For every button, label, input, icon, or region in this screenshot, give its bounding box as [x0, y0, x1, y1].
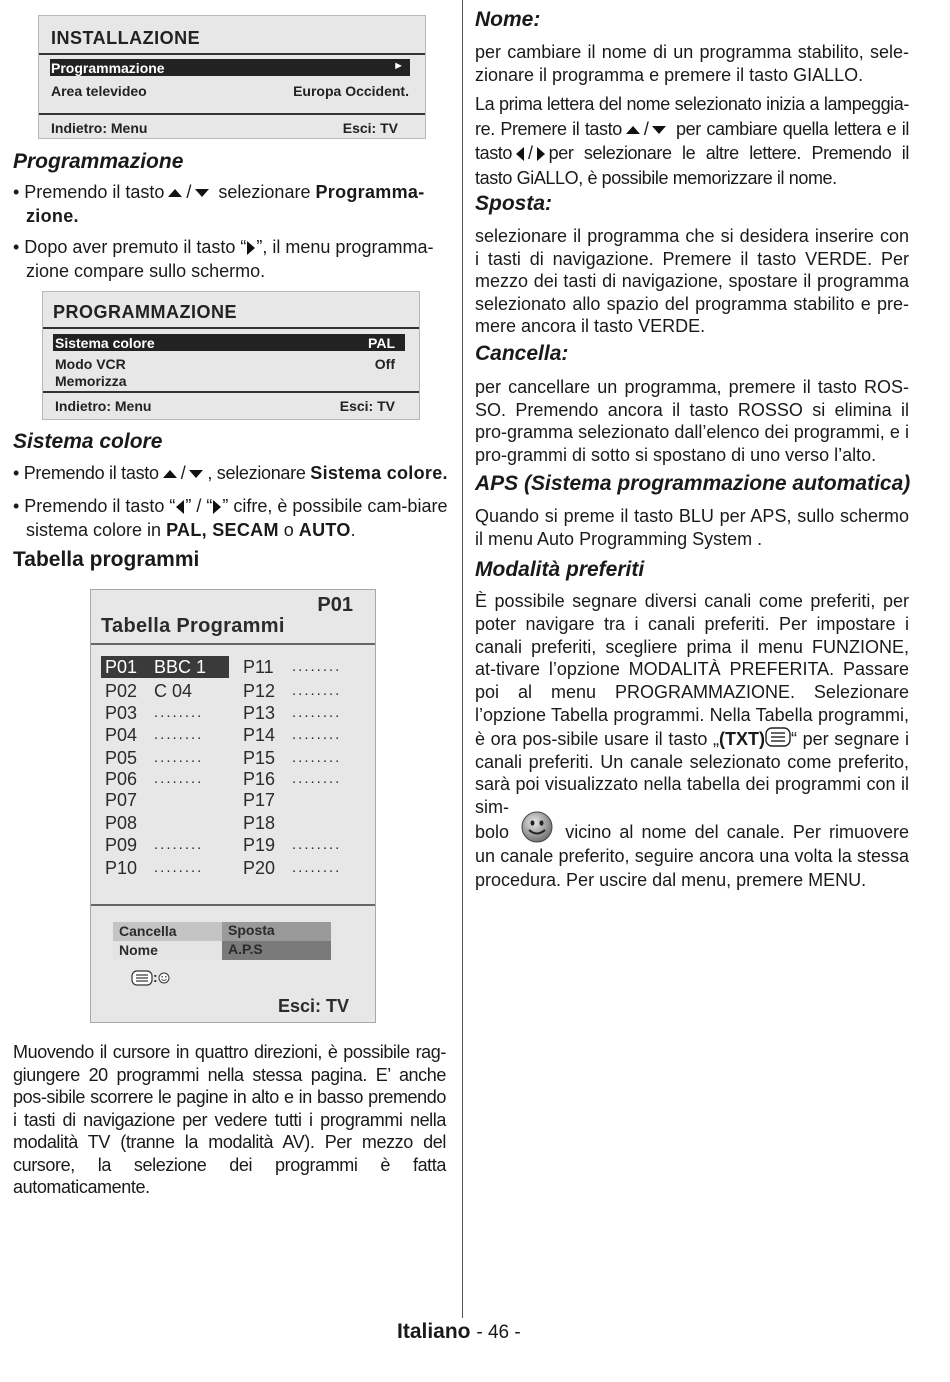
favourite-hint: : — [131, 969, 170, 987]
arrow-right-icon — [213, 500, 221, 514]
footer-language: Italiano — [397, 1320, 471, 1343]
program-number: P12 — [243, 681, 276, 701]
program-name: ........ — [154, 749, 204, 766]
program-name: ........ — [292, 859, 342, 876]
panel-divider — [91, 904, 375, 906]
menu-item-memorizza[interactable]: Memorizza — [55, 373, 127, 389]
program-name: C 04 — [154, 681, 193, 701]
program-row[interactable] — [239, 768, 359, 790]
program-name: ........ — [292, 749, 342, 766]
program-number: P04 — [105, 725, 138, 745]
program-table-title: Tabella Programmi — [101, 615, 285, 637]
program-row[interactable] — [101, 789, 221, 811]
arrow-up-icon — [626, 126, 640, 134]
arrow-right-icon — [247, 241, 255, 255]
program-number: P16 — [243, 769, 276, 789]
heading-tabella-programmi: Tabella programmi — [13, 548, 200, 571]
panel-divider — [91, 643, 375, 645]
menu-item-area-televideo[interactable]: Area televideo Europa Occident. — [51, 83, 409, 99]
program-number: P17 — [243, 790, 276, 810]
paragraph-cursor-navigation: Muovendo il cursore in quattro direzioni, è possibile rag-giungere 20 programmi nella stessa pagina. E’ anche pos-sibile scorrere le pagine in alto e in basso premendo i tasti di navigazione per vedere tutti i programmi nella modalità TV (tranne la modalità AV). Per mezzo del cursore, la selezione dei programmi è fatta automaticamente. — [13, 1042, 446, 1197]
program-row[interactable] — [101, 747, 221, 769]
heading-cancella: Cancella: — [475, 342, 569, 365]
program-number: P20 — [243, 858, 276, 878]
page-footer — [397, 1320, 521, 1344]
heading-aps: APS (Sistema programmazione automatica) — [475, 472, 911, 495]
program-row[interactable] — [101, 768, 221, 790]
program-row[interactable] — [101, 857, 221, 879]
current-program-number: P01 — [317, 594, 353, 616]
program-number: P18 — [243, 813, 276, 833]
page-number: - 46 - — [476, 1322, 521, 1343]
menu-divider — [39, 53, 425, 55]
cancella-button[interactable]: Cancella — [113, 922, 222, 941]
aps-button[interactable]: A.P.S — [222, 941, 331, 960]
program-name: ........ — [292, 836, 342, 853]
teletext-icon — [765, 727, 791, 747]
menu-divider — [43, 327, 419, 329]
heading-programmazione: Programmazione — [13, 150, 184, 173]
program-row[interactable] — [239, 680, 359, 702]
program-number: P05 — [105, 748, 138, 768]
menu-divider — [39, 113, 425, 115]
program-name: ........ — [154, 704, 204, 721]
program-row[interactable] — [239, 747, 359, 769]
paragraph-sposta: selezionare il programma che si desidera inserire con i tasti di navigazione. Premere il tasto VERDE. Per mezzo dei tasti di navigazione, spostare il programma selezionato allo spazio del programma stabilito e pre-mere ancora il tasto VERDE. — [475, 226, 909, 336]
arrow-left-icon — [516, 147, 524, 161]
program-name: ........ — [292, 658, 342, 675]
program-name: ........ — [154, 836, 204, 853]
menu-divider — [43, 391, 419, 393]
paragraph-nome-1: per cambiare il nome di un programma stabilito, sele-zionare il programma e premere il tasto GIALLO. — [475, 42, 909, 85]
menu-title: PROGRAMMAZIONE — [53, 302, 237, 322]
installazione-menu — [38, 15, 426, 139]
program-name: ........ — [292, 682, 342, 699]
smiley-icon — [520, 810, 554, 844]
program-row[interactable] — [101, 724, 221, 746]
program-name: ........ — [154, 726, 204, 743]
arrow-down-icon — [189, 470, 203, 478]
program-row[interactable] — [239, 724, 359, 746]
sposta-button[interactable]: Sposta — [222, 922, 331, 941]
program-name: BBC 1 — [154, 657, 207, 677]
paragraph-nome-2: La prima lettera del nome selezionato inizia a lampeggia-re. Premere il tasto / per cambiare quella lettera e il tasto / per selezionare le altre lettere. Premendo il tasto GiALLO, è possibile memorizzare il nome. — [475, 94, 910, 188]
program-number: P01 — [105, 657, 138, 677]
chevron-right-icon: ► — [393, 60, 404, 72]
program-name: ........ — [292, 704, 342, 721]
paragraph-preferiti: È possibile segnare diversi canali come preferiti, per poter navigare tra i canali preferiti. Per impostare i canali preferiti, scegliere prima il menu FUNZIONE, at-tivare l’opzione MODALITÀ PREFERITA. Passare poi al menu PROGRAMMAZIONE. Selezionare l’opzione Tabella programmi. Nella Tabella programmi, è ora pos-sibile usare il tasto „(TXT) “ per segnare i canali preferiti. Un canale selezionato come preferito, sarà poi visualizzato nella tabella dei programmi con il sim- — [475, 591, 910, 818]
program-number: P13 — [243, 703, 276, 723]
program-row[interactable] — [101, 834, 221, 856]
menu-item-modo-vcr[interactable]: Modo VCR Off — [55, 356, 395, 372]
program-name: ........ — [154, 770, 204, 787]
program-row[interactable] — [239, 789, 359, 811]
menu-item-programmazione[interactable]: Programmazione ► — [50, 59, 410, 76]
program-number: P19 — [243, 835, 276, 855]
arrow-left-icon — [176, 500, 184, 514]
program-number: P02 — [105, 681, 138, 701]
program-row[interactable] — [239, 834, 359, 856]
exit-hint: Esci: TV — [342, 120, 398, 136]
program-number: P11 — [243, 657, 274, 677]
menu-item-sistema-colore[interactable]: Sistema colore PAL — [53, 334, 405, 351]
arrow-down-icon — [195, 189, 209, 197]
heading-sposta: Sposta: — [475, 192, 553, 215]
program-row[interactable] — [239, 812, 359, 834]
nome-button[interactable]: Nome — [113, 941, 222, 960]
program-row[interactable] — [239, 656, 359, 678]
teletext-icon — [131, 970, 153, 986]
program-name: ........ — [154, 859, 204, 876]
program-number: P10 — [105, 858, 138, 878]
program-number: P15 — [243, 748, 276, 768]
menu-footer — [55, 398, 395, 416]
arrow-right-icon — [537, 147, 545, 161]
program-row[interactable] — [101, 812, 221, 834]
back-hint: Indietro: Menu — [55, 398, 152, 414]
program-number: P03 — [105, 703, 138, 723]
bullet-programmazione-2: • Dopo aver premuto il tasto “ ”, il menu programma-zione compare sullo schermo. — [13, 237, 434, 281]
heading-sistema-colore: Sistema colore — [13, 430, 163, 453]
exit-hint: Esci: TV — [339, 398, 395, 414]
program-row[interactable] — [239, 857, 359, 879]
program-number: P07 — [105, 790, 138, 810]
arrow-up-icon — [168, 189, 182, 197]
program-number: P09 — [105, 835, 138, 855]
paragraph-preferiti-2: bolo vicino al nome del canale. Per rimuovere un canale preferito, seguire ancora una volta la stessa procedura. Per uscire dal menu, premere MENU. — [475, 810, 909, 892]
program-row[interactable] — [239, 702, 359, 724]
program-name: ........ — [292, 770, 342, 787]
bullet-programmazione-1: • Premendo il tasto / selezionare Programma-zione. — [13, 182, 425, 226]
back-hint: Indietro: Menu — [51, 120, 148, 136]
program-row[interactable] — [101, 680, 221, 702]
paragraph-aps: Quando si preme il tasto BLU per APS, sullo schermo il menu Auto Programming System . — [475, 506, 909, 549]
bullet-sistema-2: • Premendo il tasto “ ” / “ ” cifre, è possibile cam-biare sistema colore in PAL, SECAM o AUTO. — [13, 496, 448, 540]
programmazione-menu — [42, 291, 420, 420]
program-number: P08 — [105, 813, 138, 833]
paragraph-cancella: per cancellare un programma, premere il tasto ROS-SO. Premendo ancora il tasto ROSSO si elimina il pro-gramma selezionato dall’elenco dei programmi, e i pro-grammi di sotto si spostano di uno verso l’alto. — [475, 377, 909, 465]
bullet-sistema-1: • Premendo il tasto / , selezionare Sistema colore. — [13, 463, 448, 483]
program-number: P14 — [243, 725, 276, 745]
heading-modalita-preferiti: Modalità preferiti — [475, 558, 645, 581]
program-row[interactable] — [101, 702, 221, 724]
arrow-up-icon — [163, 470, 177, 478]
program-name: ........ — [292, 726, 342, 743]
arrow-down-icon — [652, 126, 666, 134]
heading-nome: Nome: — [475, 8, 541, 31]
menu-title: INSTALLAZIONE — [51, 28, 201, 48]
program-table-panel — [90, 589, 376, 1023]
action-buttons — [113, 922, 331, 960]
exit-hint: Esci: TV — [278, 996, 350, 1016]
smiley-icon — [158, 972, 170, 984]
menu-footer — [51, 120, 398, 138]
program-number: P06 — [105, 769, 138, 789]
program-row[interactable] — [101, 656, 229, 678]
